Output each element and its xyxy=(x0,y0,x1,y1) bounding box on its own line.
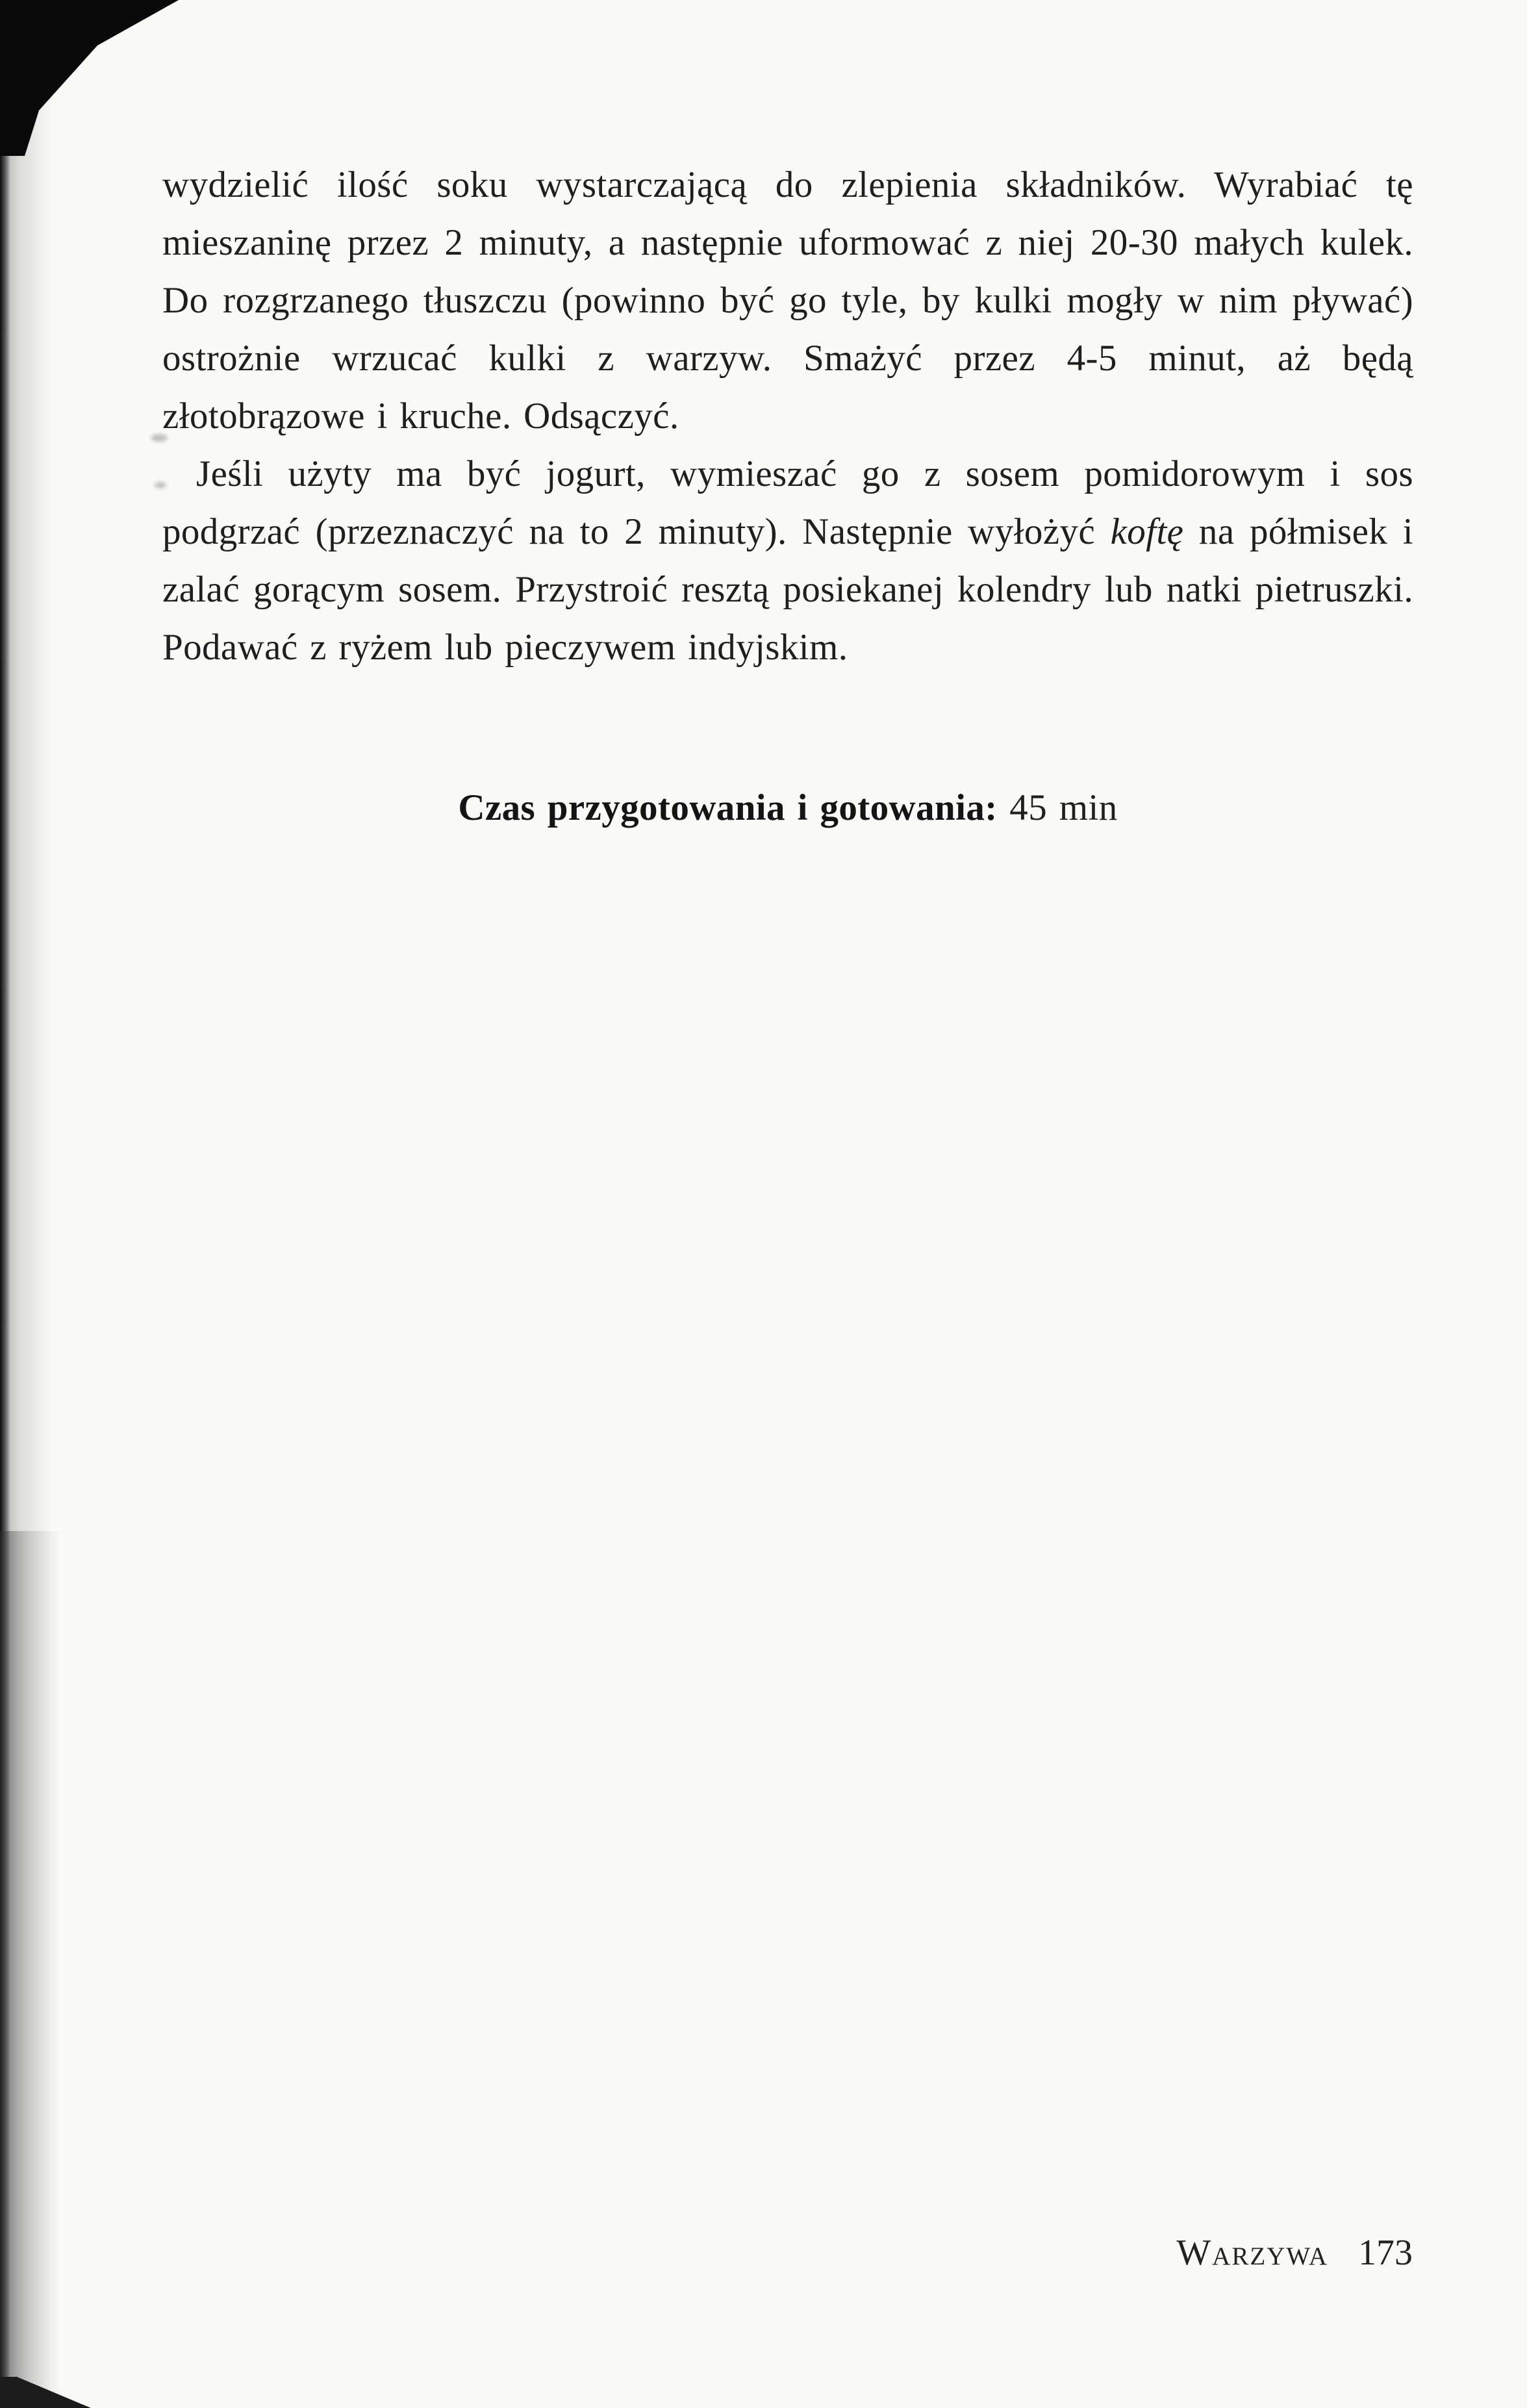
kofta-italic-term: koftę xyxy=(1110,511,1184,552)
page-footer xyxy=(1176,2233,1413,2272)
recipe-paragraph-1: wydzielić ilość soku wystarczającą do zlepienia składników. Wyrabiać tę mieszaninę przez 2 minuty, a następnie uformować z niej 20-30 małych kulek. Do rozgrzanego tłuszczu (powinno być go tyle, by kulki mogły w nim pływać) ostrożnie wrzucać kulki z warzyw. Smażyć przez 4-5 minut, aż będą złotobrązowe i kruche. Odsączyć. xyxy=(162,164,1413,437)
prep-time-value: 45 min xyxy=(1009,787,1118,828)
footer-page-number: 173 xyxy=(1358,2233,1413,2273)
prep-time-label: Czas przygotowania i gotowania: xyxy=(458,787,998,828)
recipe-paragraph-2-text: Jeśli użyty ma być jogurt, wymieszać go z sosem pomidorowym i sos podgrzać (przeznaczyć na to 2 minuty). Następnie wyłożyć xyxy=(162,453,1413,552)
page-content xyxy=(162,156,1413,837)
footer-section-name: Warzywa xyxy=(1176,2233,1328,2273)
scan-corner-top-left xyxy=(0,0,182,156)
recipe-paragraph-2 xyxy=(162,445,1413,676)
prep-time-line xyxy=(162,779,1413,837)
scan-bottom-left-shade xyxy=(0,1531,62,2408)
recipe-paragraph-2-text-cont: na półmisek i zalać gorącym sosem. Przystroić resztą posiekanej kolendry lub natki pietruszki. Podawać z ryżem lub pieczywem indyjskim. xyxy=(162,511,1413,668)
